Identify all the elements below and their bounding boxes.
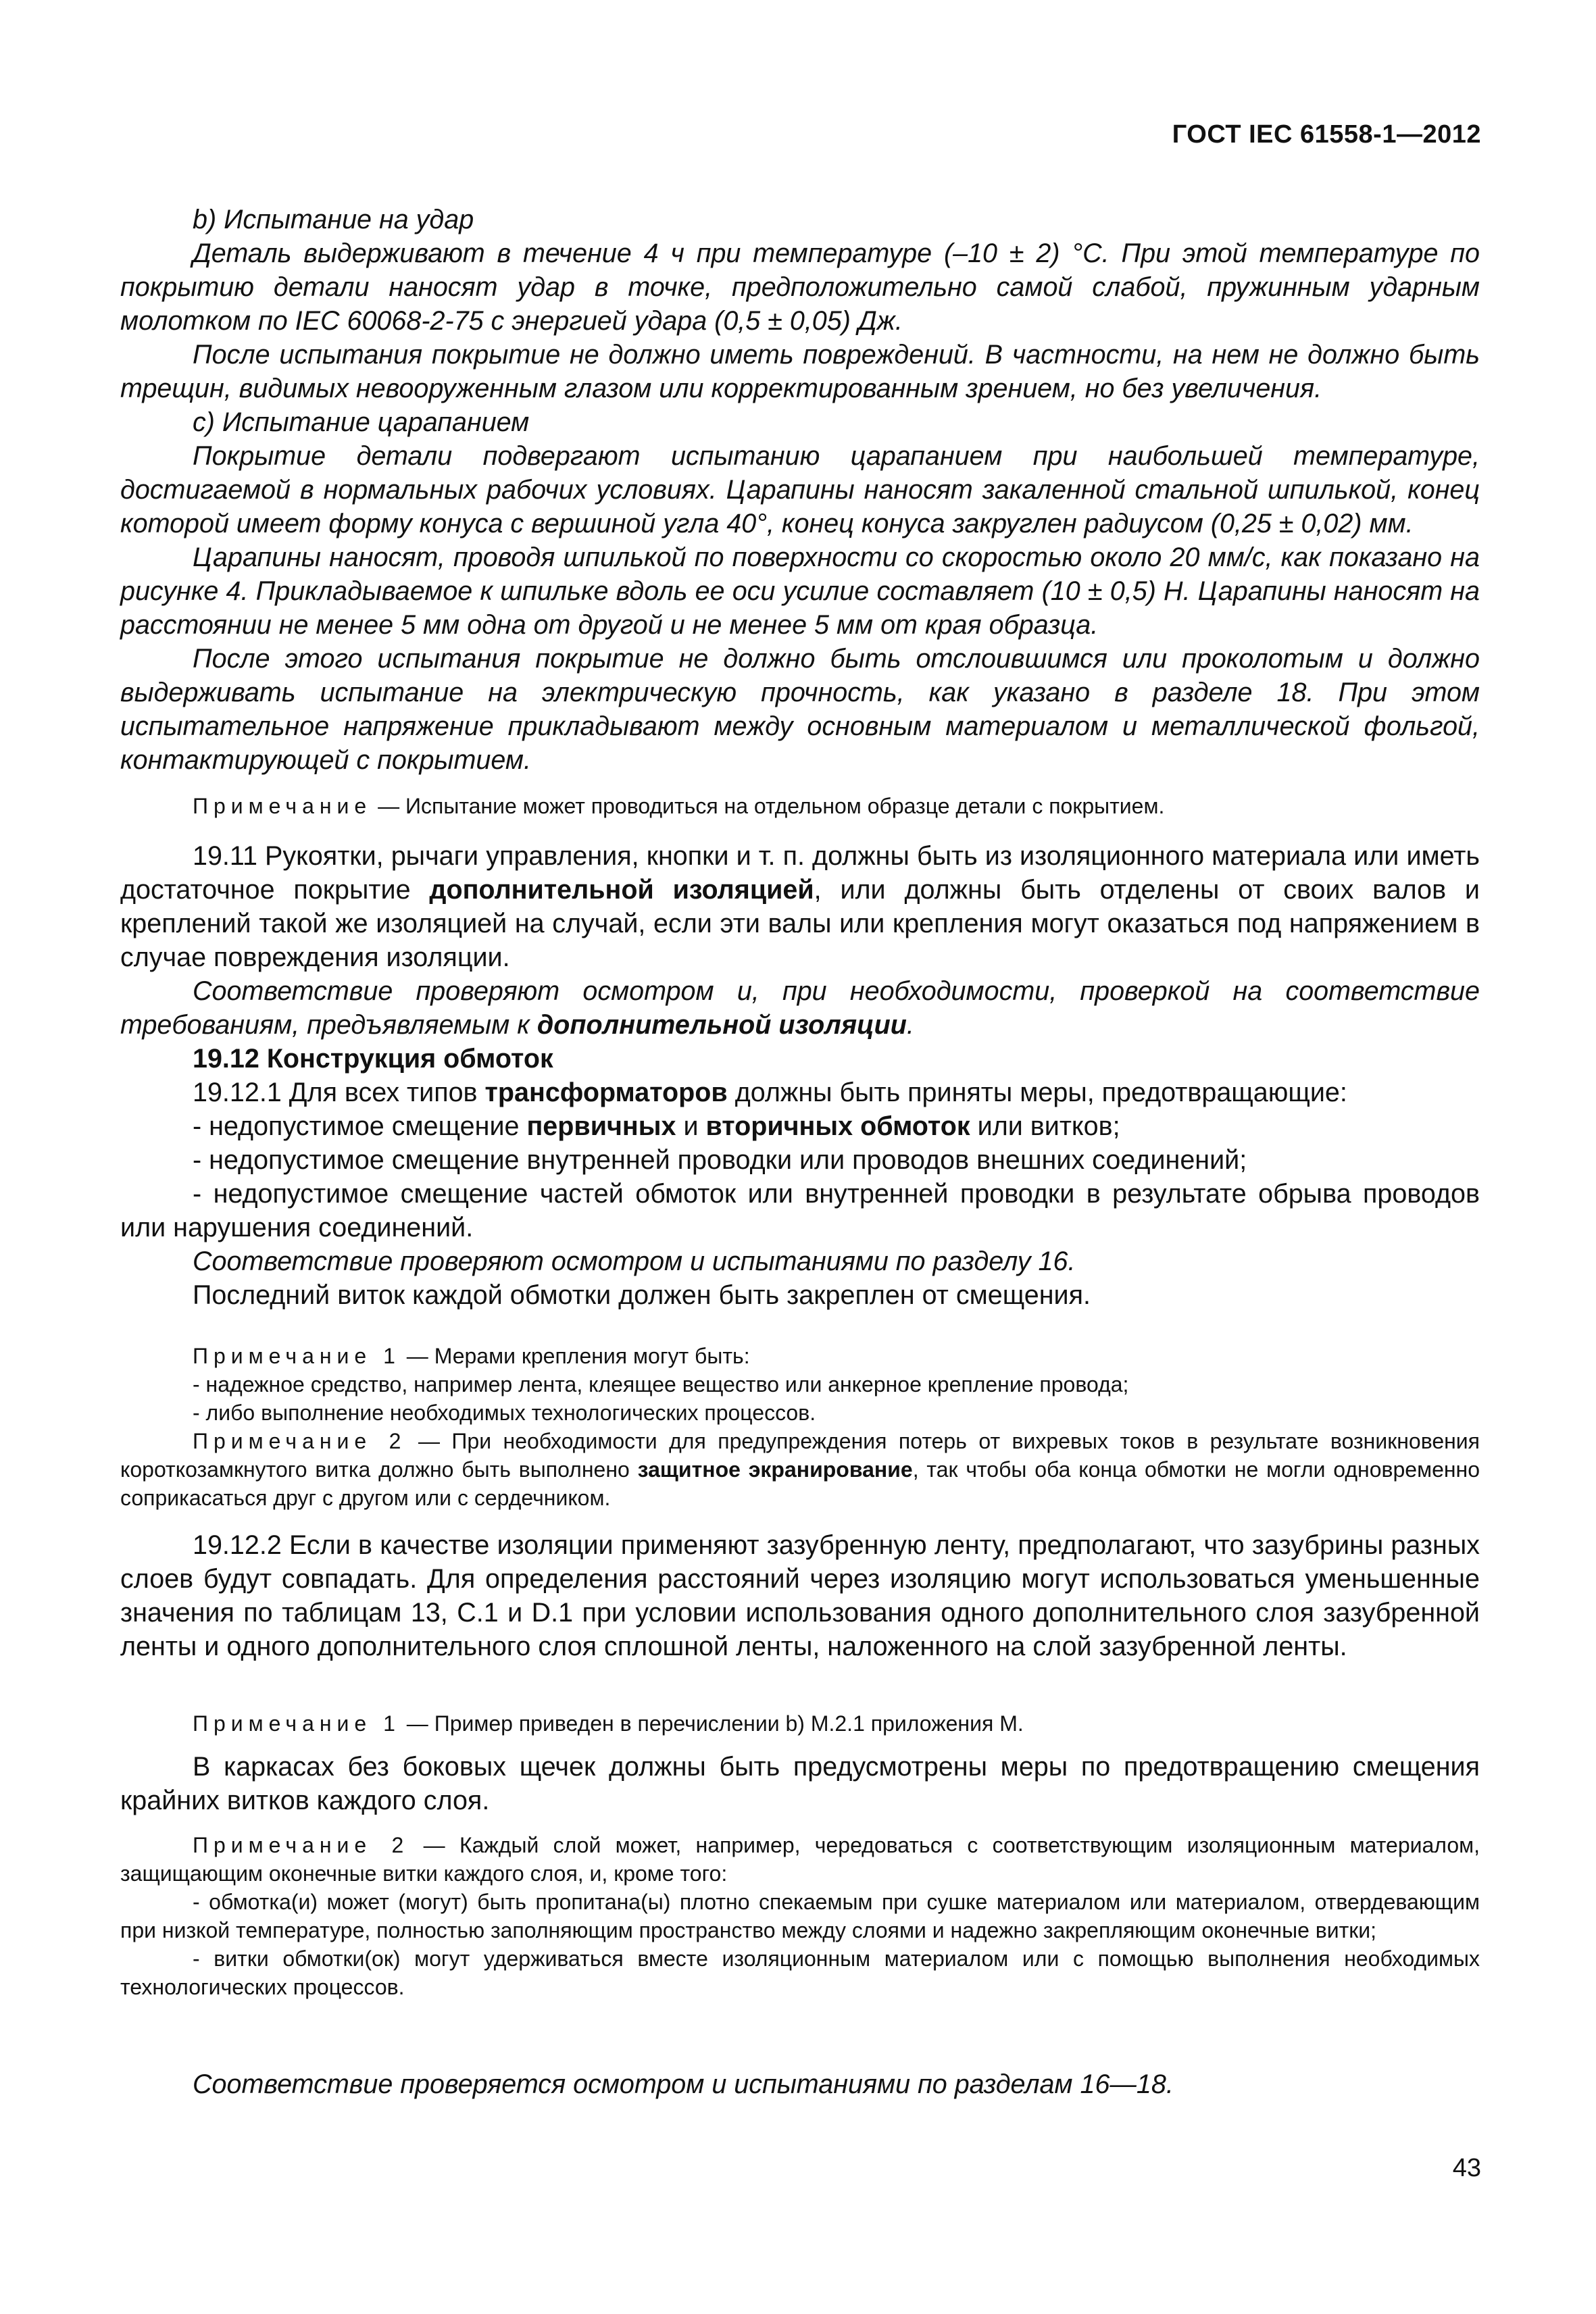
note-label: Примечание <box>193 794 372 818</box>
note: Примечание — Испытание может проводиться на отдельном образце детали с покрытием. <box>193 794 1165 818</box>
notes-19-12-1 <box>120 1342 1480 1512</box>
note-label: Примечание 1 <box>193 1344 401 1368</box>
paragraph: Последний виток каждой обмотки должен быть закреплен от смещения. <box>193 1280 1091 1310</box>
paragraph-19-12-1: 19.12.1 Для всех типов трансформаторов должны быть приняты меры, предотвращающие: <box>193 1078 1347 1107</box>
list-item: - недопустимое смещение внутренней проводки или проводов внешних соединений; <box>193 1145 1247 1175</box>
page-number: 43 <box>1452 2154 1481 2182</box>
note-label: Примечание 2 <box>193 1429 407 1453</box>
section-19-12-2-cont <box>120 1750 1480 1817</box>
note-label: Примечание 2 <box>193 1833 409 1857</box>
note-2: Примечание 2 — Каждый слой может, например, чередоваться с соответствующим изоляционным материалом, защищающим оконечные витки каждого слоя, и, кроме того: <box>120 1833 1480 1886</box>
final-compliance <box>120 2067 1480 2101</box>
note-list-item: - надежное средство, например лента, клеящее вещество или анкерное крепление провода; <box>193 1372 1129 1397</box>
section-title-19-12: 19.12 Конструкция обмоток <box>193 1044 553 1074</box>
note-label: Примечание 1 <box>193 1711 401 1736</box>
paragraph: После этого испытания покрытие не должно быть отслоившимся или проколотым и должно выдерживать испытание на электрическую прочность, как указано в разделе 18. При этом испытательное напряжение прикладывают между основным материалом и металлической фольгой, контактирующей с покрытием. <box>120 644 1480 775</box>
note-list-item: - либо выполнение необходимых технологических процессов. <box>193 1401 816 1425</box>
note-list-item: - обмотка(и) может (могут) быть пропитана(ы) плотно спекаемым при сушке материалом или материалом, отвердевающим при низкой температуре, полностью заполняющим пространство между слоями и надежно закрепляющим оконечные витки; <box>120 1890 1480 1942</box>
paragraph: В каркасах без боковых щечек должны быть предусмотрены меры по предотвращению смещения крайних витков каждого слоя. <box>120 1752 1480 1815</box>
note-1: Примечание 1 — Пример приведен в перечислении b) М.2.1 приложения М. <box>193 1711 1024 1736</box>
note-2: Примечание 2 — При необходимости для предупреждения потерь от вихревых токов в результате возникновения короткозамкнутого витка должно быть выполнено защитное экранирование, так чтобы оба конца обмотки не могли одновременно соприкасаться друг с другом или с сердечником. <box>120 1429 1480 1510</box>
paragraph-19-12-2: 19.12.2 Если в качестве изоляции применяют зазубренную ленту, предполагают, что зазубрины разных слоев будут совпадать. Для определения расстояний через изоляцию могут использоваться уменьшенные значения по таблицам 13, С.1 и D.1 при условии использования одного дополнительного слоя зазубренной ленты и одного дополнительного слоя сплошной ленты, наложенного на слой зазубренной ленты. <box>120 1530 1480 1661</box>
list-item: - недопустимое смещение частей обмоток или внутренней проводки в результате обрыва проводов или нарушения соединений. <box>120 1179 1480 1242</box>
paragraph: Покрытие детали подвергают испытанию царапанием при наибольшей температуре, достигаемой в нормальных рабочих условиях. Царапины наносят закаленной стальной шпилькой, конец которой имеет форму конуса с вершиной угла 40°, конец конуса закруглен радиусом (0,25 ± 0,02) мм. <box>120 441 1480 538</box>
subsection-title-impact: b) Испытание на удар <box>193 205 474 234</box>
section-19-12-2 <box>120 1528 1480 1663</box>
note-block <box>120 1709 1480 1738</box>
section-19-11-19-12 <box>120 839 1480 1312</box>
note-list-item: - витки обмотки(ок) могут удерживаться вместе изоляционным материалом или с помощью выполнения необходимых технологических процессов. <box>120 1946 1480 1999</box>
paragraph: После испытания покрытие не должно иметь повреждений. В частности, на нем не должно быть трещин, видимых невооруженным глазом или корректированным зрением, но без увеличения. <box>120 340 1480 403</box>
compliance-text: Соответствие проверяют осмотром и, при необходимости, проверкой на соответствие требованиям, предъявляемым к дополнительной изоляции. <box>120 976 1480 1040</box>
document-header: ГОСТ IEC 61558-1—2012 <box>1172 120 1481 149</box>
compliance-text: Соответствие проверяется осмотром и испытаниями по разделам 16—18. <box>193 2069 1174 2099</box>
compliance-text: Соответствие проверяют осмотром и испытаниями по разделу 16. <box>193 1247 1076 1276</box>
paragraph-19-11: 19.11 Рукоятки, рычаги управления, кнопки и т. п. должны быть из изоляционного материала или иметь достаточное покрытие дополнительной изоляцией, или должны быть отделены от своих валов и креплений такой же изоляцией на случай, если эти валы или крепления могут оказаться под напряжением в случае повреждения изоляции. <box>120 841 1480 972</box>
paragraph: Деталь выдерживают в течение 4 ч при температуре (–10 ± 2) °С. При этой температуре по покрытию детали наносят удар в точке, предположительно самой слабой, пружинным ударным молотком по IEC 60068-2-75 с энергией удара (0,5 ± 0,05) Дж. <box>120 238 1480 336</box>
note-1: Примечание 1 — Мерами крепления могут быть: <box>193 1344 750 1368</box>
list-item: - недопустимое смещение первичных и вторичных обмоток или витков; <box>193 1111 1120 1141</box>
paragraph: Царапины наносят, проводя шпилькой по поверхности со скоростью около 20 мм/с, как показано на рисунке 4. Прикладываемое к шпильке вдоль ее оси усилие составляет (10 ± 0,5) Н. Царапины наносят на расстоянии не менее 5 мм одна от другой и не менее 5 мм от края образца. <box>120 543 1480 640</box>
subsection-title-scratch: с) Испытание царапанием <box>193 407 530 437</box>
note-block <box>120 792 1480 820</box>
test-procedures-block <box>120 203 1480 777</box>
note-block-2 <box>120 1831 1480 2001</box>
